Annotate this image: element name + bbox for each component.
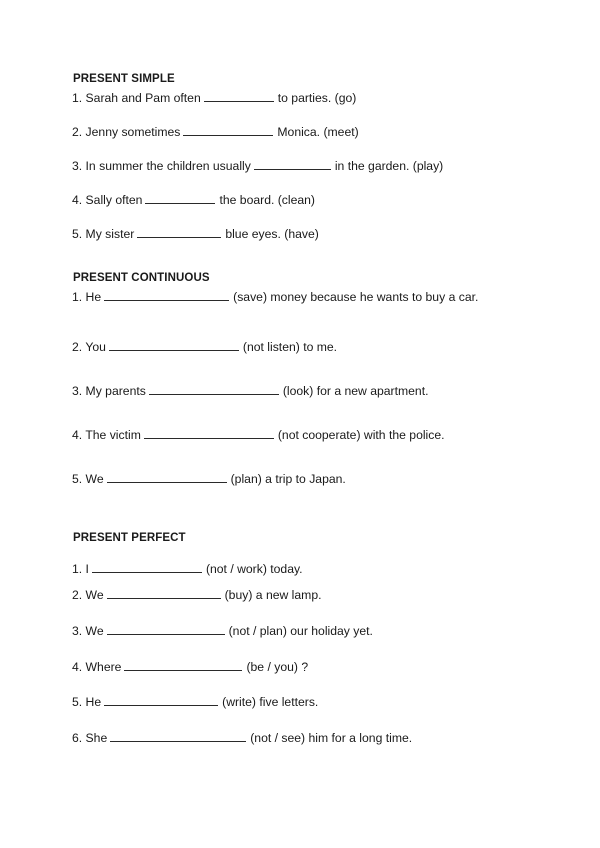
answer-blank[interactable]	[204, 90, 274, 102]
exercise-item	[72, 623, 373, 638]
answer-blank[interactable]	[254, 158, 331, 170]
item-text-before: 2. You	[72, 340, 106, 354]
exercise-item	[72, 124, 359, 139]
answer-blank[interactable]	[104, 289, 229, 301]
exercise-item	[72, 694, 318, 709]
item-text-before: 2. Jenny sometimes	[72, 125, 181, 139]
answer-blank[interactable]	[124, 659, 242, 671]
answer-blank[interactable]	[107, 623, 225, 635]
item-text-before: 4. Where	[72, 660, 122, 674]
item-text-after: (buy) a new lamp.	[224, 588, 322, 602]
item-text-after: (be / you) ?	[246, 660, 309, 674]
item-text-before: 1. I	[72, 562, 89, 576]
item-text-before: 5. He	[72, 695, 102, 709]
item-text-before: 1. He	[72, 290, 102, 304]
section-title-present-continuous: PRESENT CONTINUOUS	[73, 272, 210, 284]
item-text-after: (plan) a trip to Japan.	[230, 472, 346, 486]
answer-blank[interactable]	[104, 694, 218, 706]
exercise-item	[72, 339, 337, 354]
answer-blank[interactable]	[92, 561, 202, 573]
exercise-item	[72, 289, 478, 304]
exercise-item	[72, 90, 356, 105]
item-text-after: the board. (clean)	[219, 193, 315, 207]
exercise-item	[72, 383, 428, 398]
exercise-item	[72, 427, 445, 442]
exercise-item	[72, 659, 308, 674]
item-text-after: to parties. (go)	[277, 91, 357, 105]
section-title-present-perfect: PRESENT PERFECT	[73, 532, 186, 544]
item-text-after: (not cooperate) with the police.	[277, 428, 445, 442]
exercise-item	[72, 192, 315, 207]
item-text-before: 3. In summer the children usually	[72, 159, 251, 173]
item-text-after: (save) money because he wants to buy a car.	[233, 290, 479, 304]
answer-blank[interactable]	[183, 124, 273, 136]
exercise-item	[72, 226, 319, 241]
item-text-before: 4. Sally often	[72, 193, 143, 207]
item-text-after: (not listen) to me.	[242, 340, 338, 354]
item-text-after: in the garden. (play)	[334, 159, 444, 173]
exercise-item	[72, 730, 412, 745]
exercise-item	[72, 158, 443, 173]
item-text-after: Monica. (meet)	[277, 125, 359, 139]
exercise-item	[72, 471, 346, 486]
answer-blank[interactable]	[107, 471, 227, 483]
item-text-after: (write) five letters.	[222, 695, 319, 709]
answer-blank[interactable]	[145, 192, 215, 204]
section-title-present-simple: PRESENT SIMPLE	[73, 73, 175, 85]
answer-blank[interactable]	[107, 587, 221, 599]
exercise-item	[72, 561, 303, 576]
item-text-after: blue eyes. (have)	[225, 227, 319, 241]
answer-blank[interactable]	[144, 427, 274, 439]
exercise-item	[72, 587, 322, 602]
item-text-before: 3. We	[72, 624, 104, 638]
answer-blank[interactable]	[110, 730, 246, 742]
item-text-after: (look) for a new apartment.	[282, 384, 429, 398]
item-text-before: 2. We	[72, 588, 104, 602]
item-text-before: 6. She	[72, 731, 108, 745]
item-text-before: 5. We	[72, 472, 104, 486]
item-text-after: (not / plan) our holiday yet.	[228, 624, 373, 638]
answer-blank[interactable]	[109, 339, 239, 351]
answer-blank[interactable]	[149, 383, 279, 395]
item-text-after: (not / see) him for a long time.	[250, 731, 413, 745]
item-text-before: 5. My sister	[72, 227, 135, 241]
answer-blank[interactable]	[137, 226, 221, 238]
item-text-before: 3. My parents	[72, 384, 146, 398]
item-text-before: 4. The victim	[72, 428, 141, 442]
item-text-before: 1. Sarah and Pam often	[72, 91, 201, 105]
item-text-after: (not / work) today.	[205, 562, 303, 576]
